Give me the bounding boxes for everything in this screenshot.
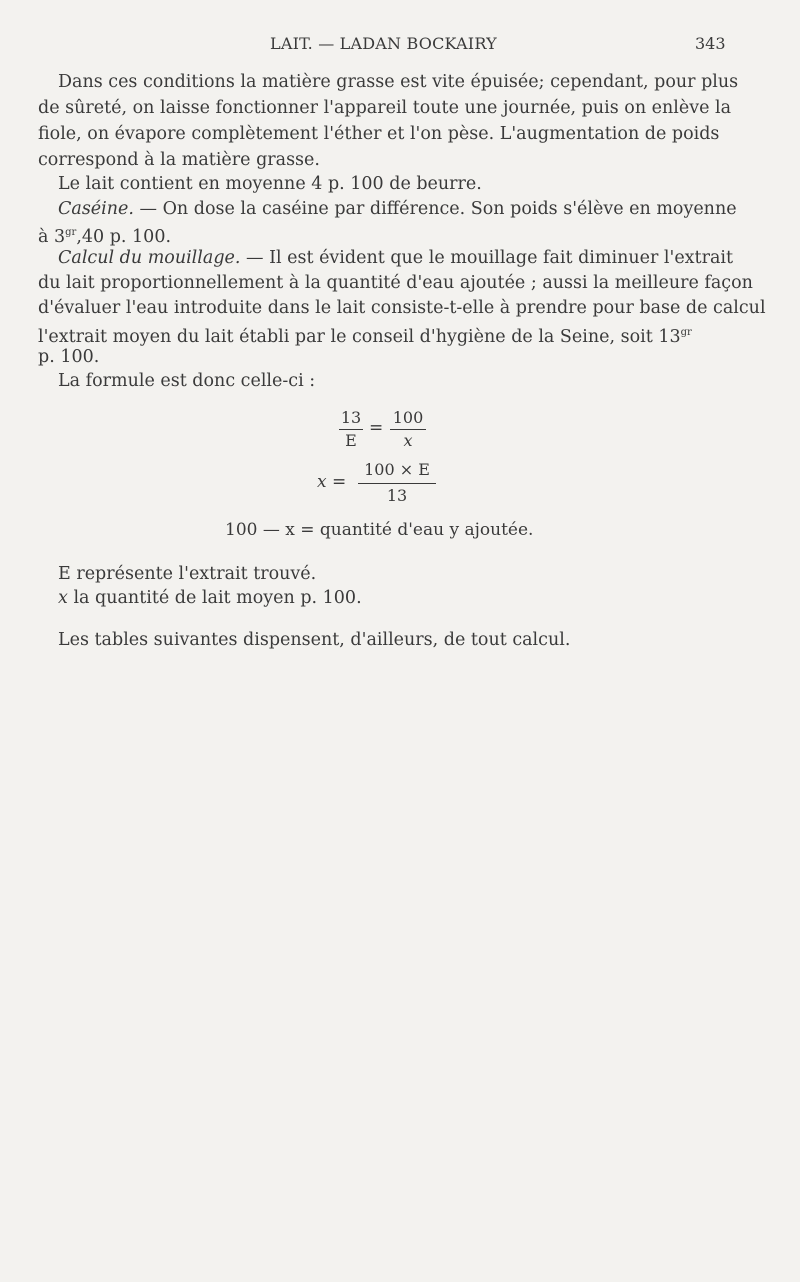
f2-lhs: x = [317, 472, 347, 492]
f3-equation: 100 — x = quantité d'eau y ajoutée. [225, 520, 534, 540]
f2-den: 13 [386, 486, 408, 505]
text-line-4: correspond à la matière grasse. [38, 150, 320, 170]
text-line-12: p. 100. [38, 347, 100, 367]
f1-num-right: 100 [392, 408, 424, 427]
text-line-9: du lait proportionnellement à la quantité d'eau ajoutée ; aussi la meilleure façon [38, 273, 753, 293]
f1-bar-right [390, 429, 426, 430]
f1-num-left: 13 [340, 408, 362, 427]
caseine-heading: Caséine. [58, 199, 134, 219]
f1-den-right: x [403, 431, 413, 450]
f1-equals: = [369, 418, 384, 438]
caseine-value-a: à 3 [38, 227, 66, 247]
text-line-1: Dans ces conditions la matière grasse est vite épuisée; cependant, pour plus [58, 72, 739, 92]
f1-den-left: E [345, 431, 357, 450]
text-line-11 [38, 321, 692, 349]
mouillage-paragraph [58, 246, 734, 270]
text-line-7 [38, 221, 171, 249]
text-line-2: de sûreté, on laisse fonctionner l'appareil toute une journée, puis on enlève la [38, 98, 732, 118]
caseine-paragraph [58, 197, 737, 221]
x-variable: x [58, 588, 68, 608]
running-title: LAIT. — LADAN BOCKAIRY [270, 34, 497, 53]
mouillage-text: — Il est évident que le mouillage fait diminuer l'extrait [240, 248, 734, 268]
x-definition [58, 586, 362, 610]
unit-superscript: gr [65, 227, 77, 238]
unit-superscript-2: gr [680, 327, 692, 338]
text-line-10: d'évaluer l'eau introduite dans le lait consiste-t-elle à prendre pour base de calcul [38, 298, 766, 318]
f2-bar [358, 483, 436, 484]
tables-note: Les tables suivantes dispensent, d'ailleurs, de tout calcul. [58, 630, 571, 650]
text-line-3: fiole, on évapore complètement l'éther et l'on pèse. L'augmentation de poids [38, 124, 720, 144]
caseine-text: — On dose la caséine par différence. Son poids s'élève en moyenne [133, 199, 737, 219]
f2-num: 100 × E [364, 460, 430, 479]
page-number: 343 [695, 34, 726, 53]
mouillage-heading: Calcul du mouillage. [58, 248, 241, 268]
f1-bar-left [339, 429, 363, 430]
text-line-5: Le lait contient en moyenne 4 p. 100 de beurre. [58, 174, 482, 194]
page-header [0, 34, 800, 56]
text-line-13: La formule est donc celle-ci : [58, 371, 316, 391]
e-definition: E représente l'extrait trouvé. [58, 564, 317, 584]
x-definition-text: la quantité de lait moyen p. 100. [67, 588, 362, 608]
caseine-value-b: ,40 p. 100. [76, 227, 172, 247]
text-line-11-main: l'extrait moyen du lait établi par le conseil d'hygiène de la Seine, soit 13 [38, 327, 681, 347]
